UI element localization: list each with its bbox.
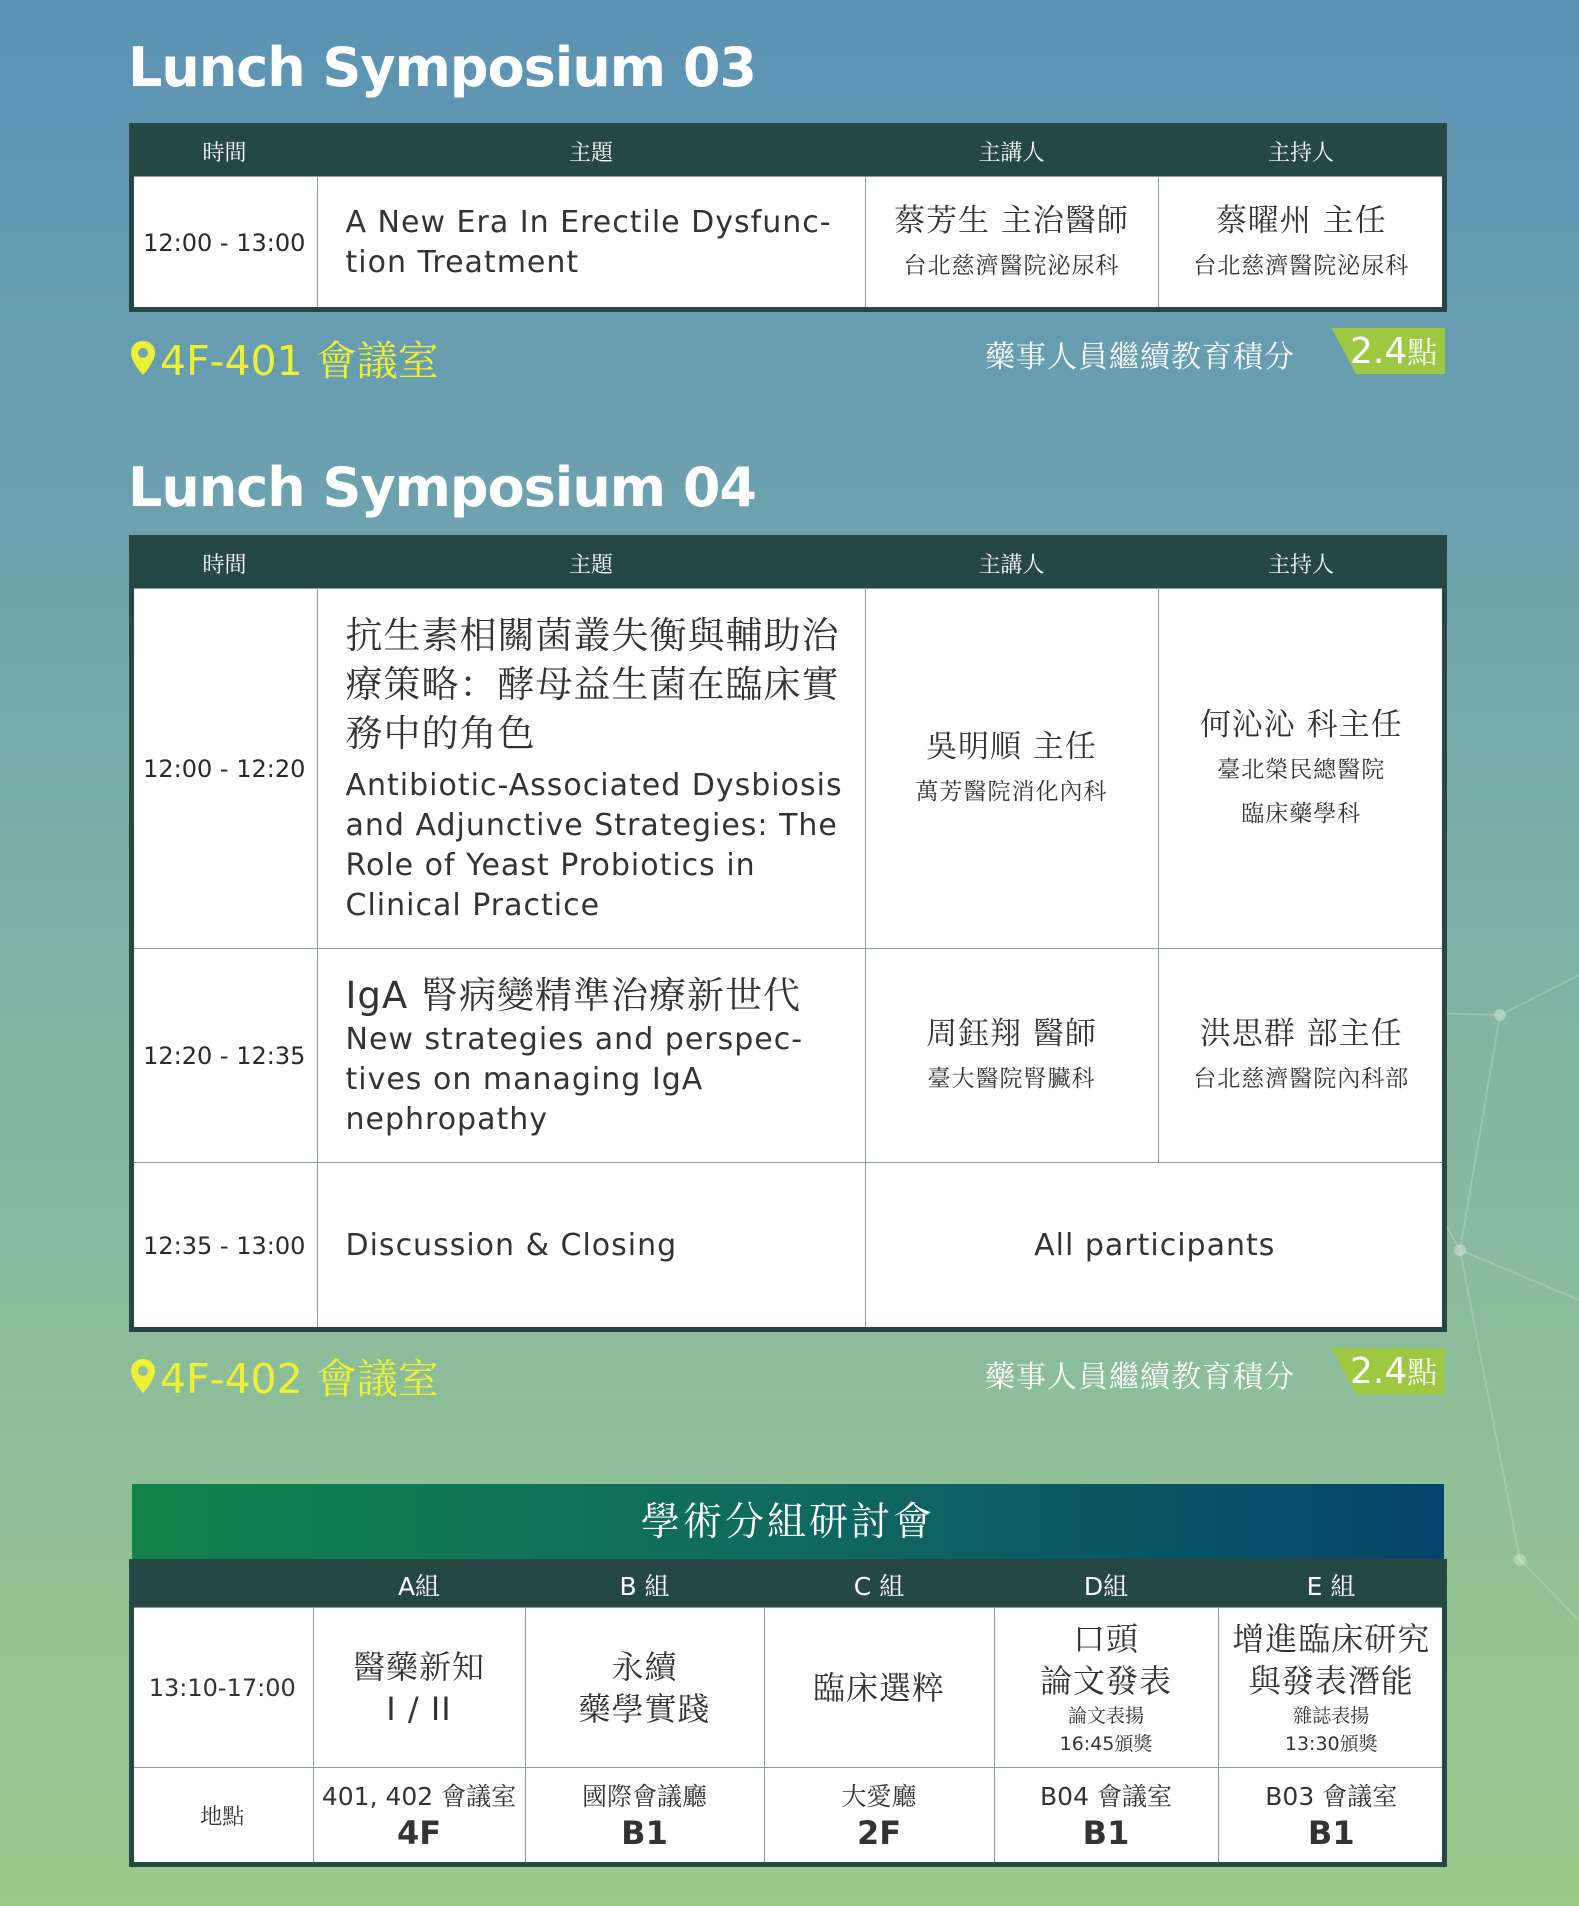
session-name: 永續 藥學實踐 — [578, 1647, 711, 1728]
ls04-title: Lunch Symposium 04 — [128, 456, 756, 519]
speaker-affiliation: 臺大醫院腎臟科 — [927, 1065, 1096, 1092]
table-row — [132, 1163, 1444, 1329]
location-cell — [994, 1768, 1218, 1864]
room-name: 401, 402 會議室 — [321, 1781, 517, 1811]
credit-value: 2.4點 — [1350, 1351, 1438, 1392]
table-row — [132, 589, 1444, 949]
location-text: 4F-401 會議室 — [160, 337, 439, 385]
speaker-cell — [865, 177, 1158, 309]
speaker-name: 蔡芳生 主治醫師 — [894, 202, 1129, 239]
speaker-affiliation: 台北慈濟醫院泌尿科 — [903, 252, 1120, 279]
table-row — [132, 177, 1444, 309]
topic-english: New strategies and perspec- tives on managing IgA nephropathy — [345, 1022, 804, 1137]
header-blank — [132, 1562, 313, 1608]
group-e-header: E 組 — [1218, 1562, 1444, 1608]
credit-label: 藥事人員繼續教育積分 — [985, 340, 1295, 375]
session-topic — [317, 177, 865, 309]
ls04-location — [130, 1346, 439, 1405]
workshop-time: 13:10-17:00 — [132, 1608, 313, 1768]
workshop-header-row — [132, 1562, 1444, 1608]
speaker-cell — [865, 949, 1158, 1163]
location-cell — [313, 1768, 525, 1864]
moderator-cell — [1158, 589, 1444, 949]
location-cell — [525, 1768, 764, 1864]
session-name: 增進臨床研究 與發表潛能 — [1232, 1619, 1431, 1700]
workshop-table — [132, 1562, 1444, 1864]
room-name: B03 會議室 — [1265, 1781, 1398, 1811]
floor-name: 2F — [856, 1813, 902, 1852]
floor-name: B1 — [1082, 1813, 1130, 1852]
room-name: 大愛廳 — [841, 1781, 917, 1811]
credit-label: 藥事人員繼續教育積分 — [985, 1360, 1295, 1395]
room-name: 國際會議廳 — [581, 1781, 707, 1811]
moderator-cell — [1158, 949, 1444, 1163]
header-moderator: 主持人 — [1158, 126, 1444, 177]
session-name: 臨床選粹 — [812, 1668, 945, 1707]
session-cell — [764, 1608, 994, 1768]
ls03-table — [132, 126, 1444, 309]
session-cell — [525, 1608, 764, 1768]
session-time: 12:00 - 13:00 — [132, 177, 317, 309]
session-topic — [317, 589, 865, 949]
location-pin-icon — [130, 1358, 156, 1394]
session-topic — [317, 949, 865, 1163]
table-row — [132, 949, 1444, 1163]
header-time: 時間 — [132, 538, 317, 589]
speaker-cell — [865, 589, 1158, 949]
location-label: 地點 — [132, 1768, 313, 1864]
speaker-name: 吳明順 主任 — [926, 728, 1097, 765]
session-cell — [313, 1608, 525, 1768]
group-b-header: B 組 — [525, 1562, 764, 1608]
moderator-cell — [1158, 177, 1444, 309]
session-time: 12:35 - 13:00 — [132, 1163, 317, 1329]
moderator-affiliation: 台北慈濟醫院內科部 — [1193, 1065, 1410, 1092]
session-time: 12:00 - 12:20 — [132, 589, 317, 949]
room-name: B04 會議室 — [1040, 1781, 1172, 1811]
speaker-name: 周鈺翔 醫師 — [926, 1015, 1097, 1052]
moderator-affiliation: 臺北榮民總醫院 臨床藥學科 — [1217, 756, 1386, 827]
header-speaker: 主講人 — [865, 126, 1158, 177]
session-cell — [1218, 1608, 1444, 1768]
ls04-header-row — [132, 538, 1444, 589]
location-cell — [1218, 1768, 1444, 1864]
header-time: 時間 — [132, 126, 317, 177]
ls03-credit — [985, 328, 1445, 374]
ls03-location — [130, 328, 439, 387]
workshop-session-row — [132, 1608, 1444, 1768]
group-c-header: C 組 — [764, 1562, 994, 1608]
moderator-name: 蔡曜州 主任 — [1215, 202, 1387, 239]
workshop-banner: 學術分組研討會 — [132, 1484, 1444, 1562]
topic-english: Discussion & Closing — [345, 1227, 678, 1263]
credit-value: 2.4點 — [1350, 331, 1438, 372]
moderator-name: 何沁沁 科主任 — [1199, 706, 1403, 743]
location-text: 4F-402 會議室 — [160, 1355, 439, 1403]
floor-name: 4F — [396, 1813, 442, 1852]
session-name: 醫藥新知 I / II — [352, 1647, 485, 1728]
group-d-header: D組 — [994, 1562, 1218, 1608]
moderator-name: 洪思群 部主任 — [1199, 1015, 1403, 1052]
header-topic: 主題 — [317, 538, 865, 589]
topic-chinese: IgA 腎病變精準治療新世代 — [345, 974, 801, 1017]
session-name: 口頭 論文發表 — [1039, 1619, 1172, 1700]
header-speaker: 主講人 — [865, 538, 1158, 589]
session-topic — [317, 1163, 865, 1329]
all-participants: All participants — [865, 1163, 1444, 1329]
speaker-affiliation: 萬芳醫院消化內科 — [915, 778, 1108, 805]
session-note: 雜誌表揚 13:30頒獎 — [1284, 1704, 1378, 1755]
session-time: 12:20 - 12:35 — [132, 949, 317, 1163]
topic-english: Antibiotic-Associated Dysbiosis and Adjunctive Strategies: The Role of Yeast Probiotics in Clinical Practice — [345, 768, 843, 923]
location-pin-icon — [130, 340, 156, 376]
topic-chinese: 抗生素相關菌叢失衡與輔助治 療策略：酵母益生菌在臨床實 務中的角色 — [345, 614, 840, 755]
ls03-title: Lunch Symposium 03 — [128, 36, 756, 99]
workshop-location-row — [132, 1768, 1444, 1864]
header-topic: 主題 — [317, 126, 865, 177]
ls04-credit — [985, 1348, 1445, 1394]
location-cell — [764, 1768, 994, 1864]
floor-name: B1 — [621, 1813, 668, 1852]
ls03-header-row — [132, 126, 1444, 177]
floor-name: B1 — [1307, 1813, 1355, 1852]
session-cell — [994, 1608, 1218, 1768]
ls04-table — [132, 538, 1444, 1329]
header-moderator: 主持人 — [1158, 538, 1444, 589]
group-a-header: A組 — [313, 1562, 525, 1608]
moderator-affiliation: 台北慈濟醫院泌尿科 — [1193, 252, 1410, 279]
topic-english: A New Era In Erectile Dysfunc- tion Treatment — [345, 204, 832, 280]
session-note: 論文表揚 16:45頒獎 — [1059, 1704, 1153, 1755]
